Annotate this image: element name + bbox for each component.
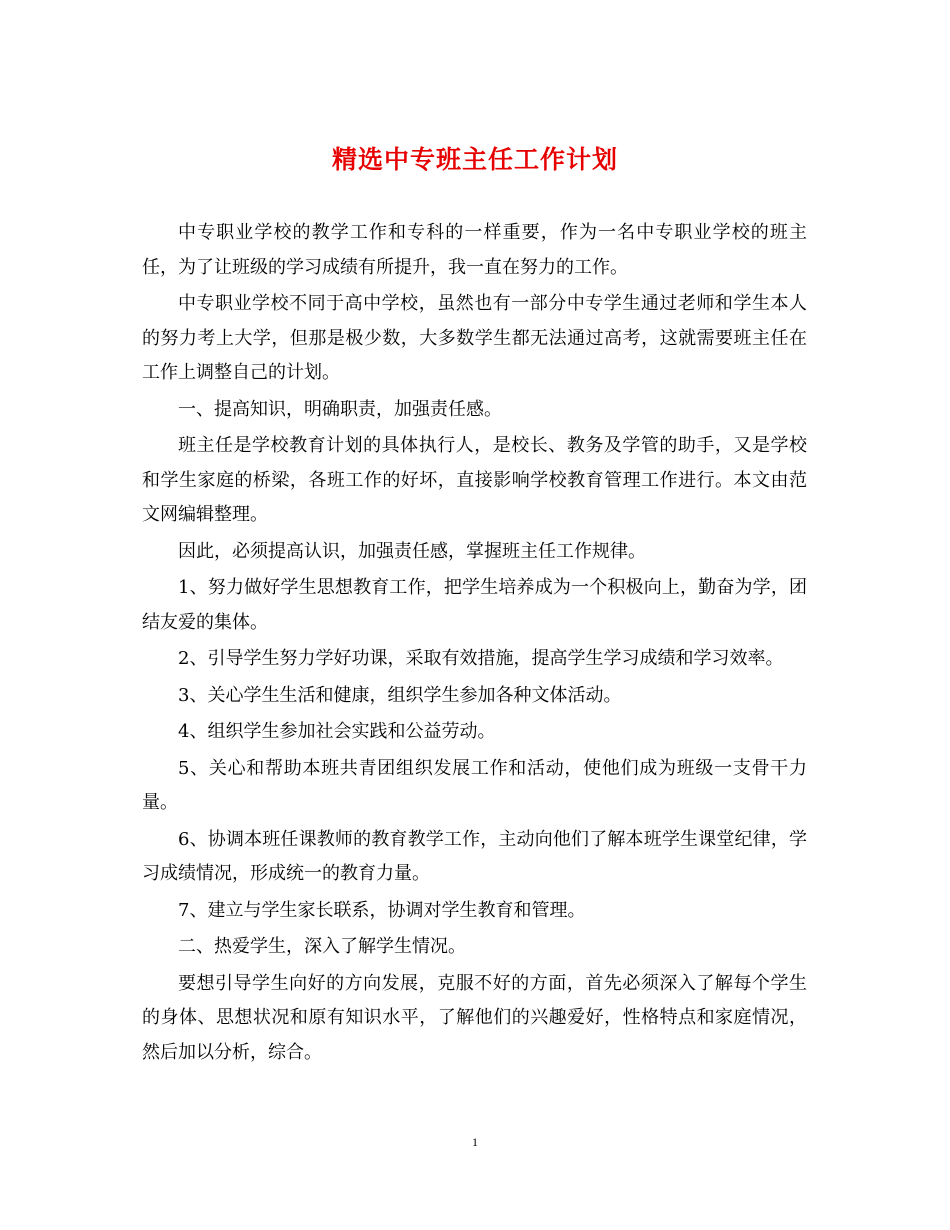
list-item-2: 2、引导学生努力学好功课，采取有效措施，提高学生学习成绩和学习效率。 [178,648,784,669]
page-number: 1 [472,1135,478,1149]
paragraph-4: 因此，必须提高认识，加强责任感，掌握班主任工作规律。 [178,540,646,562]
paragraph-5: 要想引导学生向好的方向发展，克服不好的方面，首先必须深入了解每个学生的身体、思想状况和原有知识水平，了解他们的兴趣爱好，性格特点和家庭情况，然后加以分析，综合。 [142,972,807,1063]
document-body [142,216,807,1072]
document-title: 精选中专班主任工作计划 [331,145,618,174]
section-heading-2: 二、热爱学生，深入了解学生情况。 [178,936,466,957]
list-item-3: 3、关心学生生活和健康，组织学生参加各种文体活动。 [178,684,622,706]
list-item-7: 7、建立与学生家长联系，协调对学生教育和管理。 [178,899,586,921]
paragraph-3: 班主任是学校教育计划的具体执行人，是校长、教务及学管的助手，又是学校和学生家庭的桥梁，各班工作的好坏，直接影响学校教育管理工作进行。本文由范文网编辑整理。 [142,435,807,525]
paragraph-2: 中专职业学校不同于高中学校，虽然也有一部分中专学生通过老师和学生本人的努力考上大学，但那是极少数，大多数学生都无法通过高考，这就需要班主任在工作上调整自己的计划。 [142,293,807,383]
list-item-1: 1、努力做好学生思想教育工作，把学生培养成为一个积极向上，勤奋为学，团结友爱的集体。 [142,577,807,633]
list-item-6: 6、协调本班任课教师的教育教学工作，主动向他们了解本班学生课堂纪律，学习成绩情况，形成统一的教育力量。 [142,828,807,884]
list-item-4: 4、组织学生参加社会实践和公益劳动。 [178,721,496,742]
paragraph-1: 中专职业学校的教学工作和专科的一样重要，作为一名中专职业学校的班主任，为了让班级的学习成绩有所提升，我一直在努力的工作。 [142,222,807,278]
list-item-5: 5、关心和帮助本班共青团组织发展工作和活动，使他们成为班级一支骨干力量。 [142,757,807,813]
section-heading-1: 一、提高知识，明确职责，加强责任感。 [178,398,502,420]
